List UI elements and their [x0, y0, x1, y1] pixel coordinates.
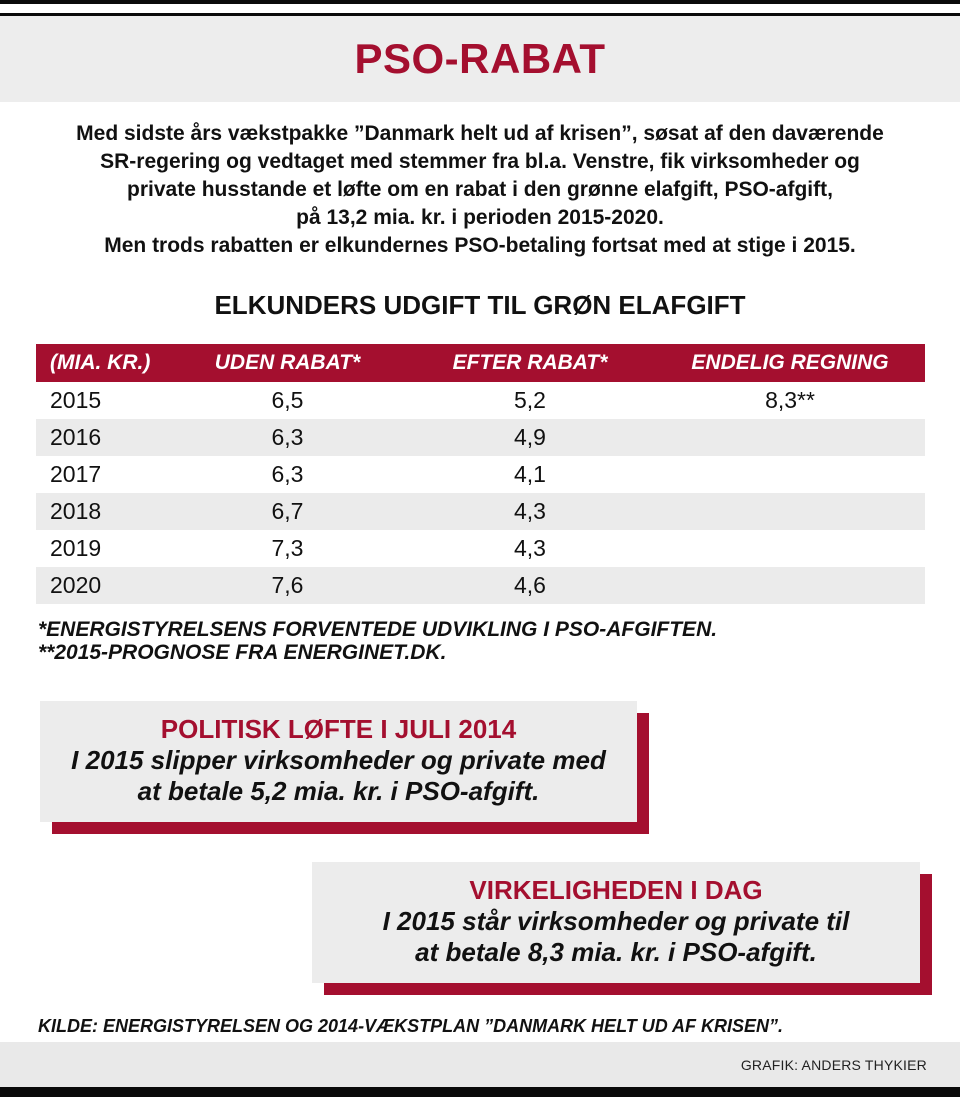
callout-text-line: at betale 5,2 mia. kr. i PSO-afgift.: [137, 776, 540, 806]
cell-year: 2016: [50, 424, 102, 450]
callout-text-line: I 2015 slipper virksomheder og private med: [71, 745, 606, 775]
table-header-row: [36, 344, 925, 382]
intro-line: Med sidste års vækstpakke ”Danmark helt ud af krisen”, søsat af den daværende: [76, 122, 884, 145]
table-row: [36, 382, 925, 419]
cell-efter-rabat: 4,3: [514, 498, 546, 524]
cell-uden-rabat: 6,5: [271, 387, 304, 413]
table-row: [36, 419, 925, 456]
table-row: [36, 493, 925, 530]
table-row: [36, 567, 925, 604]
intro-paragraph: [0, 120, 960, 260]
intro-line: Men trods rabatten er elkundernes PSO-betaling fortsat med at stige i 2015.: [104, 234, 856, 257]
callout-text-line: I 2015 står virksomheder og private til: [382, 906, 850, 936]
callout-politisk-lofte: [40, 701, 637, 822]
cell-efter-rabat: 4,6: [514, 572, 546, 598]
callout-title: POLITISK LØFTE I JULI 2014: [160, 714, 517, 744]
footnote: *ENERGISTYRELSENS FORVENTEDE UDVIKLING I PSO-AFGIFTEN.: [38, 618, 718, 641]
column-header-unit: (MIA. KR.): [50, 351, 151, 374]
data-table: [36, 344, 925, 604]
cell-year: 2020: [50, 572, 102, 598]
cell-uden-rabat: 6,3: [271, 461, 304, 487]
column-header-efter-rabat: EFTER RABAT*: [452, 351, 608, 374]
cell-uden-rabat: 7,3: [271, 535, 304, 561]
table-row: [36, 530, 925, 567]
intro-line: private husstande et løfte om en rabat i den grønne elafgift, PSO-afgift,: [127, 178, 833, 201]
graphic-credit: GRAFIK: ANDERS THYKIER: [740, 1056, 927, 1073]
cell-uden-rabat: 6,7: [271, 498, 304, 524]
footer-band: [0, 1042, 960, 1087]
cell-efter-rabat: 4,9: [514, 424, 546, 450]
cell-year: 2017: [50, 461, 102, 487]
cell-endelig-regning: 8,3**: [765, 387, 815, 413]
cell-year: 2018: [50, 498, 102, 524]
intro-line: SR-regering og vedtaget med stemmer fra bl.a. Venstre, fik virksomheder og: [100, 150, 860, 173]
masthead: [0, 16, 960, 102]
intro-line: på 13,2 mia. kr. i perioden 2015-2020.: [296, 206, 664, 229]
cell-year: 2015: [50, 387, 102, 413]
column-header-endelig-regning: ENDELIG REGNING: [691, 351, 889, 374]
footnote: **2015-PROGNOSE FRA ENERGINET.DK.: [38, 641, 447, 664]
cell-efter-rabat: 5,2: [514, 387, 546, 413]
cell-year: 2019: [50, 535, 102, 561]
table-row: [36, 456, 925, 493]
page-title: PSO-RABAT: [354, 35, 606, 82]
callout-virkeligheden: [312, 862, 920, 983]
cell-uden-rabat: 7,6: [271, 572, 304, 598]
bottom-black-bar: [0, 1087, 960, 1097]
callout-title: VIRKELIGHEDEN I DAG: [469, 875, 763, 905]
cell-efter-rabat: 4,1: [514, 461, 546, 487]
table-title: ELKUNDERS UDGIFT TIL GRØN ELAFGIFT: [214, 290, 746, 320]
table-footnotes: [38, 618, 918, 664]
cell-efter-rabat: 4,3: [514, 535, 546, 561]
top-black-bar: [0, 0, 960, 4]
callout-text-line: at betale 8,3 mia. kr. i PSO-afgift.: [415, 937, 817, 967]
cell-uden-rabat: 6,3: [271, 424, 304, 450]
source-line: KILDE: ENERGISTYRELSEN OG 2014-VÆKSTPLAN ”DANMARK HELT UD AF KRISEN”.: [38, 1016, 784, 1036]
column-header-uden-rabat: UDEN RABAT*: [214, 351, 361, 374]
